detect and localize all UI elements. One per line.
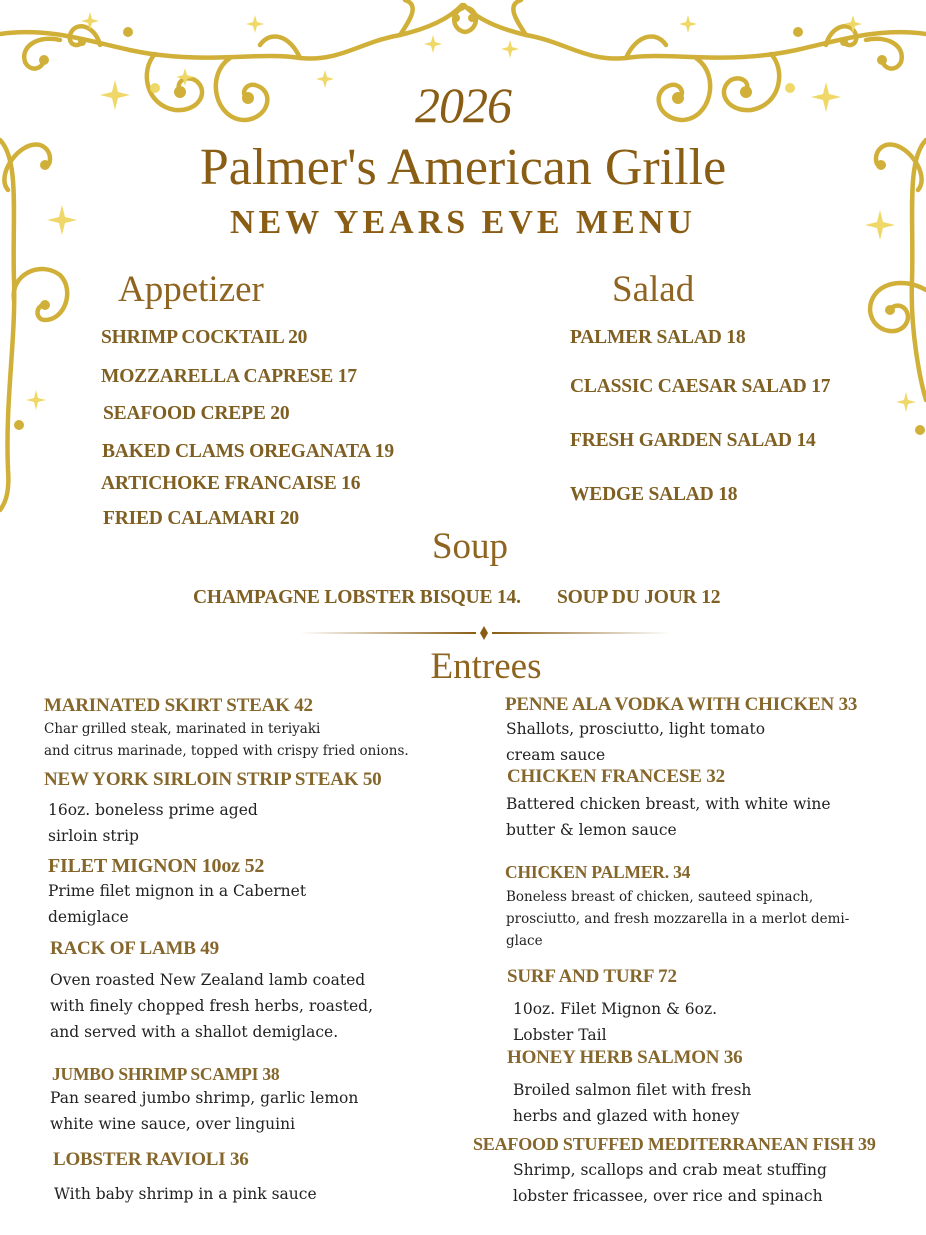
appetizer-item: SHRIMP COCKTAIL 20 [101, 327, 308, 348]
description-line: prosciutto, and fresh mozzarella in a merlot demi- [506, 911, 850, 927]
appetizer-item: BAKED CLAMS OREGANATA 19 [102, 441, 394, 462]
menu-title: NEW YEARS EVE MENU [230, 204, 696, 241]
entree-description [48, 797, 448, 849]
menu-year: 2026 [415, 77, 511, 133]
restaurant-name: Palmer's American Grille [199, 139, 727, 196]
ornamental-divider-icon [300, 625, 670, 641]
salad-heading: Salad [612, 269, 695, 310]
entree-description [513, 1157, 923, 1209]
entree-name: SEAFOOD STUFFED MEDITERRANEAN FISH 39 [473, 1134, 876, 1154]
description-line: Oven roasted New Zealand lamb coated [50, 971, 366, 989]
entree-description [513, 996, 913, 1048]
entree-name: FILET MIGNON 10oz 52 [48, 855, 265, 877]
entree-name: NEW YORK SIRLOIN STRIP STEAK 50 [44, 769, 382, 790]
description-line: and served with a shallot demiglace. [50, 1023, 339, 1041]
description-line: Shallots, prosciutto, light tomato [506, 720, 766, 738]
soup-heading: Soup [431, 526, 509, 567]
entree-name: MARINATED SKIRT STEAK 42 [44, 695, 313, 716]
appetizer-item: MOZZARELLA CAPRESE 17 [101, 366, 357, 387]
description-line: 10oz. Filet Mignon & 6oz. [513, 1000, 718, 1018]
entree-name: HONEY HERB SALMON 36 [507, 1047, 743, 1068]
description-line: Shrimp, scallops and crab meat stuffing [513, 1161, 827, 1179]
entree-description [44, 718, 444, 762]
salad-item: PALMER SALAD 18 [570, 327, 746, 348]
entree-name: LOBSTER RAVIOLI 36 [53, 1149, 249, 1170]
description-line: lobster fricassee, over rice and spinach [513, 1187, 823, 1205]
entree-description [506, 886, 916, 952]
salad-item: CLASSIC CAESAR SALAD 17 [570, 376, 831, 397]
description-line: Boneless breast of chicken, sauteed spinach, [506, 889, 814, 905]
description-line: glace [506, 933, 543, 949]
description-line: Battered chicken breast, with white wine [506, 795, 831, 813]
description-line: cream sauce [506, 746, 606, 764]
description-line: butter & lemon sauce [506, 821, 677, 839]
entree-name: CHICKEN FRANCESE 32 [507, 766, 725, 787]
entree-description [506, 716, 906, 768]
description-line: Char grilled steak, marinated in teriyaki [44, 721, 321, 737]
salad-item: FRESH GARDEN SALAD 14 [570, 430, 816, 451]
description-line: Broiled salmon filet with fresh [513, 1081, 752, 1099]
entree-description [50, 1085, 470, 1137]
description-line: herbs and glazed with honey [513, 1107, 740, 1125]
description-line: with finely chopped fresh herbs, roasted, [50, 997, 374, 1015]
entree-description [50, 967, 470, 1045]
description-line: Lobster Tail [513, 1026, 607, 1044]
description-line: demiglace [48, 908, 129, 926]
soup-item: CHAMPAGNE LOBSTER BISQUE 14. [193, 587, 521, 608]
soup-item: SOUP DU JOUR 12 [557, 587, 721, 608]
entree-name: CHICKEN PALMER. 34 [505, 862, 691, 882]
entree-name: SURF AND TURF 72 [507, 966, 677, 987]
appetizer-item: ARTICHOKE FRANCAISE 16 [101, 473, 361, 494]
entree-description [54, 1181, 474, 1207]
description-line: Prime filet mignon in a Cabernet [48, 882, 307, 900]
salad-item: WEDGE SALAD 18 [570, 484, 738, 505]
description-line: With baby shrimp in a pink sauce [54, 1185, 317, 1203]
description-line: Pan seared jumbo shrimp, garlic lemon [50, 1089, 359, 1107]
entrees-heading: Entrees [430, 646, 542, 687]
description-line: sirloin strip [48, 827, 139, 845]
appetizer-item: SEAFOOD CREPE 20 [103, 403, 290, 424]
entree-name: JUMBO SHRIMP SCAMPI 38 [52, 1064, 280, 1084]
appetizer-item: FRIED CALAMARI 20 [103, 508, 299, 529]
entree-description [48, 878, 448, 930]
appetizer-heading: Appetizer [118, 269, 264, 310]
entree-name: RACK OF LAMB 49 [50, 938, 219, 959]
entree-name: PENNE ALA VODKA WITH CHICKEN 33 [505, 694, 858, 715]
description-line: and citrus marinade, topped with crispy fried onions. [44, 743, 409, 759]
entree-description [513, 1077, 913, 1129]
entree-description [506, 791, 916, 843]
description-line: white wine sauce, over linguini [50, 1115, 296, 1133]
description-line: 16oz. boneless prime aged [48, 801, 258, 819]
